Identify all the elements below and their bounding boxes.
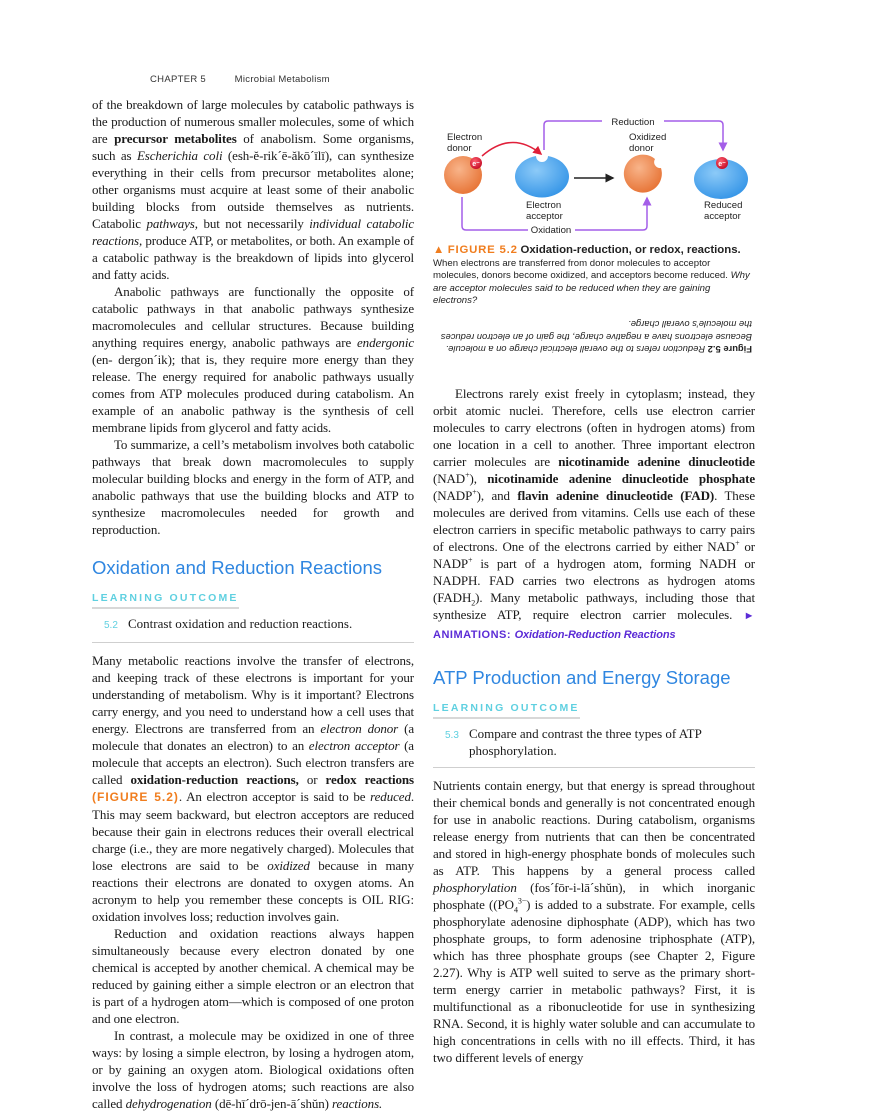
text-segment: 4 — [513, 905, 518, 915]
text-segment: + — [735, 538, 740, 548]
text-segment: endergonic — [357, 335, 414, 350]
text-segment: Nutrients contain energy, but that energy is spread throughout their chemical bonds and generally is not concentrated enough for use in anabolic reactions. During catabolism, organisms release energy from nutrients that can then be concentrated and stored in high-energy phosphate bonds of molecules such as ATP. This happens by a general process called — [433, 778, 755, 879]
text-segment: reactions. — [332, 1096, 383, 1111]
caption-title: Oxidation-reduction, or redox, reactions. — [520, 244, 741, 256]
text-segment: reduced — [370, 789, 411, 804]
paragraph — [433, 385, 755, 644]
text-segment: of anabolism. Some organisms, such as — [92, 131, 414, 163]
figure-reference-link[interactable]: (FIGURE 5.2) — [92, 790, 179, 804]
donor-label: Electron — [447, 132, 483, 143]
text-segment: ). Many metabolic pathways, including those that synthesize ATP, require electron carrier molecules. — [433, 590, 755, 623]
text-segment: + — [472, 487, 477, 497]
caption-question: Why are acceptor molecules said to be reduced when they are gaining electrons? — [433, 270, 750, 307]
chapter-number: CHAPTER 5 — [150, 74, 207, 85]
text-segment: Many metabolic reactions involve the transfer of electrons, and keeping track of these electrons is important for your understanding of metabolism. Why is it important? Electrons carry energy, and you need to understand how a cell uses that energy. Electrons are transferred from an — [92, 653, 414, 736]
text-segment: ), — [469, 471, 488, 487]
text-segment: pathways, — [146, 216, 198, 231]
text-segment: oxidation-reduction reactions, — [130, 772, 299, 787]
figure-caption — [433, 244, 755, 308]
chapter-title: Microbial Metabolism — [234, 74, 330, 85]
text-segment: nicotinamide adenine dinucleotide phosphate — [487, 471, 756, 487]
text-segment: electron acceptor — [308, 738, 400, 753]
oxidized-donor-molecule — [624, 155, 662, 193]
text-segment: oxidized — [267, 858, 310, 873]
text-segment: (NADP — [433, 488, 473, 504]
text-segment: flavin adenine dinucleotide (FAD) — [517, 488, 715, 504]
learning-outcome-label: LEARNING OUTCOME — [433, 702, 580, 719]
text-segment: + — [468, 555, 473, 565]
text-segment: . These molecules are derived from vitamins. Cells use each of these electron carriers in specific metabolic pathways to carry pairs of electrons. One of the electrons carried by either NAD — [433, 488, 755, 555]
text-segment: To summarize, a cell’s metabolism involves both catabolic pathways that break down macromolecules to supply molecular building blocks and energy in the form of ATP, and anabolic pathways that use the building blocks and ATP to synthesize macromolecules needed for growth and reproduction. — [92, 437, 414, 537]
text-segment: of the breakdown of large molecules by catabolic pathways is the production of numerous smaller molecules, some of which are — [92, 97, 414, 146]
text-segment: . An electron acceptor is said to be — [178, 789, 371, 804]
text-segment: Escherichia coli — [136, 148, 223, 163]
paragraph — [433, 777, 755, 1066]
text-segment: (en- dergon´ik); that is, they require more energy than they release. The energy required for anabolic pathways usually comes from ATP molecules produced during catabolism. An example of an anabolic pathway is the synthesis of cell membrane lipids from glycerol and fatty acids. — [92, 352, 414, 435]
text-segment: precursor metabolites — [114, 131, 237, 146]
text-segment: (a molecule that accepts an electron). Such electron transfers are called — [92, 738, 414, 787]
paragraph — [92, 925, 414, 1027]
text-segment: (dē-hī´drō-jen-ā´shŭn) — [211, 1096, 333, 1111]
reduction-label: Reduction — [611, 117, 655, 128]
outcome-text: Contrast oxidation and reduction reactions. — [128, 616, 353, 631]
section-atp-production — [433, 666, 755, 1066]
text-segment: produce ATP, or metabolites, or both. An example of a catabolic pathway is the breakdown of lipids into glycerol and fatty acids. — [92, 233, 414, 282]
section-heading: ATP Production and Energy Storage — [433, 667, 731, 689]
electron-acceptor-molecule — [515, 156, 569, 197]
caption-figure-label: FIGURE 5.2 — [447, 244, 518, 256]
paragraph — [92, 96, 414, 283]
donor-label: donor — [447, 143, 472, 154]
text-segment: dehydrogenation — [125, 1096, 212, 1111]
paragraph — [92, 436, 414, 538]
oxidized-donor-label: Oxidized — [629, 132, 667, 143]
reduced-acceptor-label: Reduced — [704, 200, 743, 211]
redox-figure — [433, 108, 755, 238]
text-segment: + — [465, 470, 470, 480]
text-segment: phosphorylation — [433, 880, 517, 896]
right-column — [433, 104, 755, 1066]
text-segment: Anabolic pathways are functionally the opposite of catabolic pathways in that anabolic pathways synthesize macromolecules and cellular structures. Because building anything requires energy, anabolic pathways are — [92, 284, 414, 350]
learning-outcome-label: LEARNING OUTCOME — [92, 592, 239, 609]
oxidized-donor-label: donor — [629, 143, 654, 154]
section-heading: Oxidation and Reduction Reactions — [92, 557, 383, 578]
caption-marker: ▲ — [433, 244, 446, 256]
electron-symbol: e⁻ — [472, 161, 480, 168]
text-segment: . This may seem backward, but electron acceptors are reduced because their gain in electrons reduces their overall electrical charge (i.e., they are more negatively charged). Molecules that lose electrons are said to be — [92, 789, 414, 873]
text-segment: In contrast, a molecule may be oxidized in one of three ways: by losing a simple electron, by losing a hydrogen atom, or by gaining an oxygen atom. Biological oxidations often involve the loss of hydrogen atoms; such reactions are also called — [92, 1028, 414, 1111]
text-segment: nicotinamide adenine dinucleotide — [558, 454, 755, 470]
text-segment: or — [298, 772, 326, 787]
learning-outcome — [92, 615, 414, 643]
paragraph — [92, 283, 414, 436]
text-segment: is part of a hydrogen atom, forming NADH or NADPH. FAD carries two electrons as hydrogen atoms (FADH — [433, 556, 755, 606]
text-segment: individual catabolic reactions, — [92, 216, 415, 248]
text-segment: (a molecule that donates an electron) to an — [92, 721, 414, 753]
text-segment: ), and — [476, 488, 518, 504]
acceptor-label: Electron — [526, 200, 562, 211]
oxidation-label: Oxidation — [530, 225, 572, 236]
answer-text: Reduction refers to the overall electrical charge on a molecule. Because electrons have a negative charge, the gain of an electron reduces the molecule’s overall charge. — [440, 319, 752, 356]
text-segment: 3− — [517, 896, 527, 906]
text-segment: Reduction and oxidation reactions always happen simultaneously because every electron donated by one chemical is accepted by another chemical. A chemical may be reduced by gaining either a simple electron or an electron that is part of a hydrogen atom—which is composed of one proton and one electron. — [92, 926, 414, 1026]
animation-link[interactable]: ► ANIMATIONS: — [433, 610, 755, 642]
text-segment: (NAD — [433, 471, 466, 487]
text-segment: (esh-ĕ-rik´ē-ăkō´īlī), can synthesize everything in their cells from precursor metabolites alone; other organisms must acquire at least some of their anabolic building blocks from outside themselves as nutrients. Catabolic — [92, 148, 414, 231]
text-segment: 2 — [471, 598, 476, 608]
outcome-text: Compare and contrast the three types of ATP phosphorylation. — [469, 726, 702, 759]
animation-link[interactable]: Oxidation-Reduction Reactions — [514, 629, 676, 642]
text-segment: or NADP — [433, 539, 756, 572]
caption-text: When electrons are transferred from donor molecules to acceptor molecules, donors become oxidized, and acceptors become reduced. — [433, 257, 728, 282]
text-segment: (fos´fōr-i-lā´shŭn), in which inorganic phosphate ((PO — [433, 880, 755, 913]
reduced-acceptor-label: acceptor — [704, 211, 741, 222]
electron-carriers-text — [433, 385, 755, 644]
electron-transfer-arrow — [482, 142, 541, 156]
text-segment: but not necessarily — [197, 216, 310, 231]
outcome-number: 5.3 — [445, 730, 459, 742]
section-oxidation-reduction — [92, 556, 414, 1112]
text-segment: electron donor — [320, 721, 399, 736]
text-segment: ) is added to a substrate. For example, cells phosphorylate adenosine diphosphate (ADP), which has two phosphate groups, to form adenosine triphosphate (ATP), which has three phosphate groups (see Chapter 2, Figure 2.27). Why is ATP well suited to serve as the primary short-term energy carrier in metabolic pathways? First, it is multifunctional as a ribonucleotide for use in synthesizing RNA. Second, it is highly water soluble and can accumulate to high concentrations in cells with no ill effects. Third, it has two different levels of energy — [433, 897, 755, 1066]
text-segment: Electrons rarely exist freely in cytoplasm; instead, they orbit atomic nuclei. Therefore, cells use electron carrier molecules to carry electrons (often in hydrogen atoms) from one location in a cell to another. Three important electron carrier molecules are — [433, 386, 755, 470]
running-header — [150, 74, 356, 85]
electron-symbol: e⁻ — [718, 161, 726, 168]
left-column — [92, 96, 414, 1112]
paragraph — [92, 652, 414, 925]
text-segment: because in many reactions their electrons are donated to oxygen atoms. An acronym to help you remember these concepts is OIL RIG: oxidation involves loss; reduction involves gain. — [92, 858, 414, 924]
answer-figure-label: Figure 5.2 — [707, 344, 752, 356]
outcome-number: 5.2 — [104, 620, 118, 631]
text-segment: redox reactions — [325, 772, 415, 787]
upside-down-answer — [436, 318, 752, 355]
acceptor-label: acceptor — [526, 211, 563, 222]
learning-outcome — [433, 725, 755, 768]
paragraph — [92, 1027, 414, 1112]
